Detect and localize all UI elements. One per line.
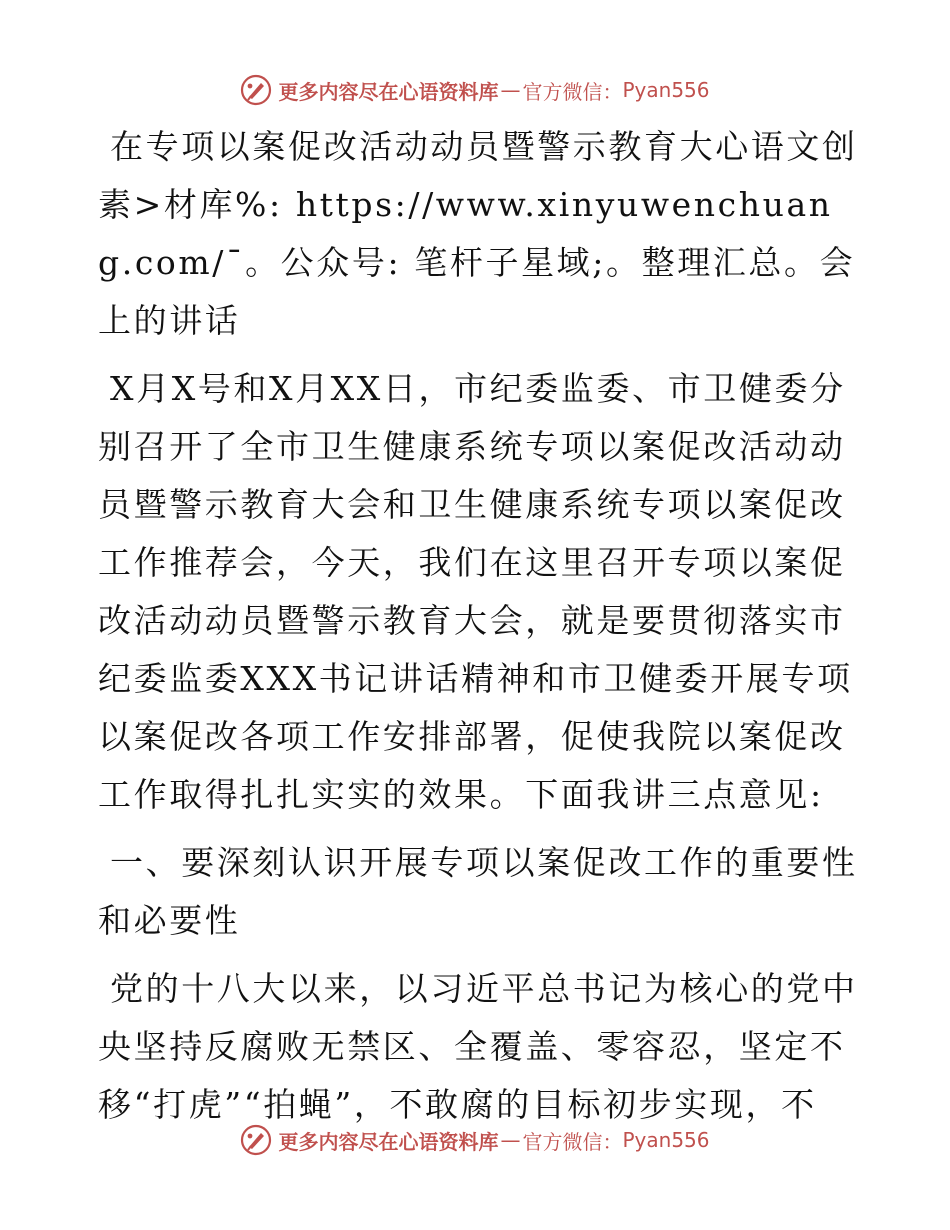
watermark-separator: — bbox=[500, 1128, 521, 1152]
quill-pen-logo-icon bbox=[240, 74, 272, 106]
footer-watermark bbox=[0, 1120, 950, 1160]
paragraph-title: 在专项以案促改活动动员暨警示教育大心语文创素>材库%: https://www.xinyuwenchuang.com/¯。公众号: 笔杆子星域;。整理汇总。会上的讲话 bbox=[98, 127, 858, 340]
paragraph-intro: X月X号和X月XX日，市纪委监委、市卫健委分别召开了全市卫生健康系统专项以案促改活动动员暨警示教育大会和卫生健康系统专项以案促改工作推荐会，今天，我们在这里召开专项以案促改活动动员暨警示教育大会，就是要贯彻落实市纪委监委XXX书记讲话精神和市卫健委开展专项以案促改各项工作安排部署，促使我院以案促改工作取得扎扎实实的效果。下面我讲三点意见: bbox=[98, 369, 853, 814]
watermark-separator: — bbox=[500, 78, 521, 102]
quill-pen-logo-icon bbox=[240, 1124, 272, 1156]
paragraph-section-1: 党的十八大以来，以习近平总书记为核心的党中央坚持反腐败无禁区、全覆盖、零容忍，坚定不移“打虎”“拍蝇”，不敢腐的目标初步实现，不 bbox=[98, 969, 858, 1124]
section-heading-1: 一、要深刻认识开展专项以案促改工作的重要性和必要性 bbox=[98, 843, 858, 940]
document-body bbox=[98, 118, 858, 1144]
header-watermark bbox=[0, 70, 950, 110]
wechat-label: 官方微信： bbox=[522, 79, 623, 104]
wechat-id: Pyan556 bbox=[622, 1128, 710, 1152]
watermark-text: 更多内容尽在心语资料库 bbox=[278, 1129, 499, 1154]
wechat-id: Pyan556 bbox=[622, 78, 710, 102]
watermark-text: 更多内容尽在心语资料库 bbox=[278, 79, 499, 104]
wechat-label: 官方微信： bbox=[522, 1129, 623, 1154]
